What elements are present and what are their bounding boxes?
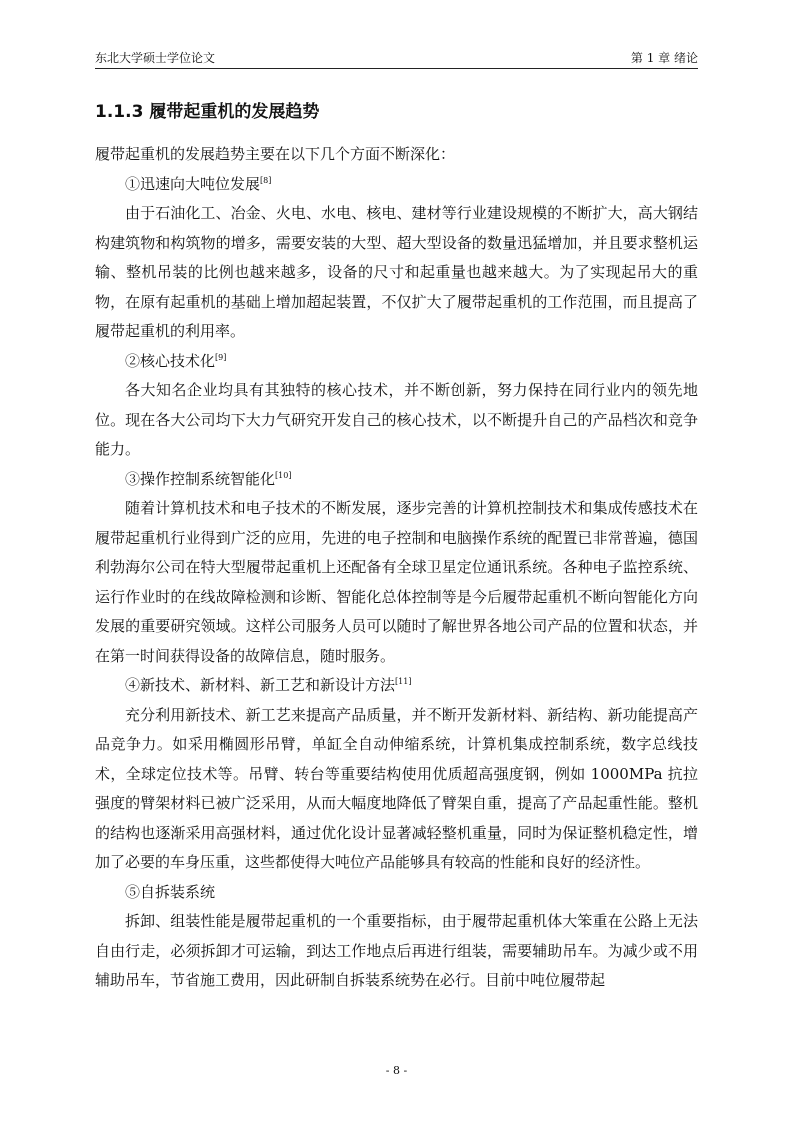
item-heading-text: ②核心技术化: [125, 351, 216, 370]
item-heading: [95, 465, 698, 495]
section-heading: 1.1.3 履带起重机的发展趋势: [95, 102, 320, 122]
body-paragraph: 随着计算机技术和电子技术的不断发展，逐步完善的计算机控制技术和集成传感技术在履带起重机行业得到广泛的应用，先进的电子控制和电脑操作系统的配置已非常普遍，德国利勃海尔公司在特大型履带起重机上还配备有全球卫星定位通讯系统。各种电子监控系统、运行作业时的在线故障检测和诊断、智能化总体控制等是今后履带起重机不断向智能化方向发展的重要研究领域。这样公司服务人员可以随时了解世界各地公司产品的位置和状态，并在第一时间获得设备的故障信息，随时服务。: [95, 499, 698, 665]
item-heading: [95, 671, 698, 701]
page-body: [95, 100, 698, 996]
item-heading: [95, 878, 698, 908]
item-heading: [95, 170, 698, 200]
body-paragraph: 各大知名企业均具有其独特的核心技术，并不断创新，努力保持在同行业内的领先地位。现在各大公司均下大力气研究开发自己的核心技术，以不断提升自己的产品档次和竞争能力。: [95, 381, 698, 458]
thesis-title: 东北大学硕士学位论文: [95, 51, 216, 65]
body-paragraph: 由于石油化工、冶金、火电、水电、核电、建材等行业建设规模的不断扩大，高大钢结构建筑物和构筑物的增多，需要安装的大型、超大型设备的数量迅猛增加，并且要求整机运输、整机吊装的比例也越来越多，设备的尺寸和起重量也越来越大。为了实现起吊大的重物，在原有起重机的基础上增加超起装置，不仅扩大了履带起重机的工作范围，而且提高了履带起重机的利用率。: [95, 204, 698, 340]
item-heading-text: ③操作控制系统智能化: [125, 469, 276, 488]
chapter-title: 第 1 章 绪论: [630, 51, 698, 65]
citation: [11]: [395, 677, 412, 686]
item-heading-text: ①迅速向大吨位发展: [125, 174, 261, 193]
running-header: [95, 46, 698, 69]
citation: [9]: [215, 352, 227, 362]
item-heading-text: ④新技术、新材料、新工艺和新设计方法: [125, 676, 396, 694]
body-paragraph: 充分利用新技术、新工艺来提高产品质量，并不断开发新材料、新结构、新功能提高产品竞争力。如采用椭圆形吊臂，单缸全自动伸缩系统，计算机集成控制系统，数字总线技术，全球定位技术等。吊臂、转台等重要结构使用优质超高强度钢，例如 1000MPa 抗拉强度的臂架材料已被广泛采用，从而大幅度地降低了臂架自重，提高了产品起重性能。整机的结构也逐渐采用高强材料，通过优化设计显著减轻整机重量，同时为保证整机稳定性，增加了必要的车身压重，这些都使得大吨位产品能够具有较高的性能和良好的经济性。: [95, 705, 698, 871]
item-heading-text: ⑤自拆装系统: [125, 882, 216, 901]
citation: [8]: [260, 175, 272, 185]
section-intro: 履带起重机的发展趋势主要在以下几个方面不断深化：: [95, 145, 456, 163]
page-number: - 8 -: [385, 1064, 408, 1077]
citation: [10]: [275, 470, 292, 480]
body-paragraph: 拆卸、组装性能是履带起重机的一个重要指标，由于履带起重机体大笨重在公路上无法自由行走，必须拆卸才可运输，到达工作地点后再进行组装，需要辅助吊车。为减少或不用辅助吊车，节省施工费用，因此研制自拆装系统势在必行。目前中吨位履带起: [95, 912, 698, 989]
item-heading: [95, 347, 698, 377]
